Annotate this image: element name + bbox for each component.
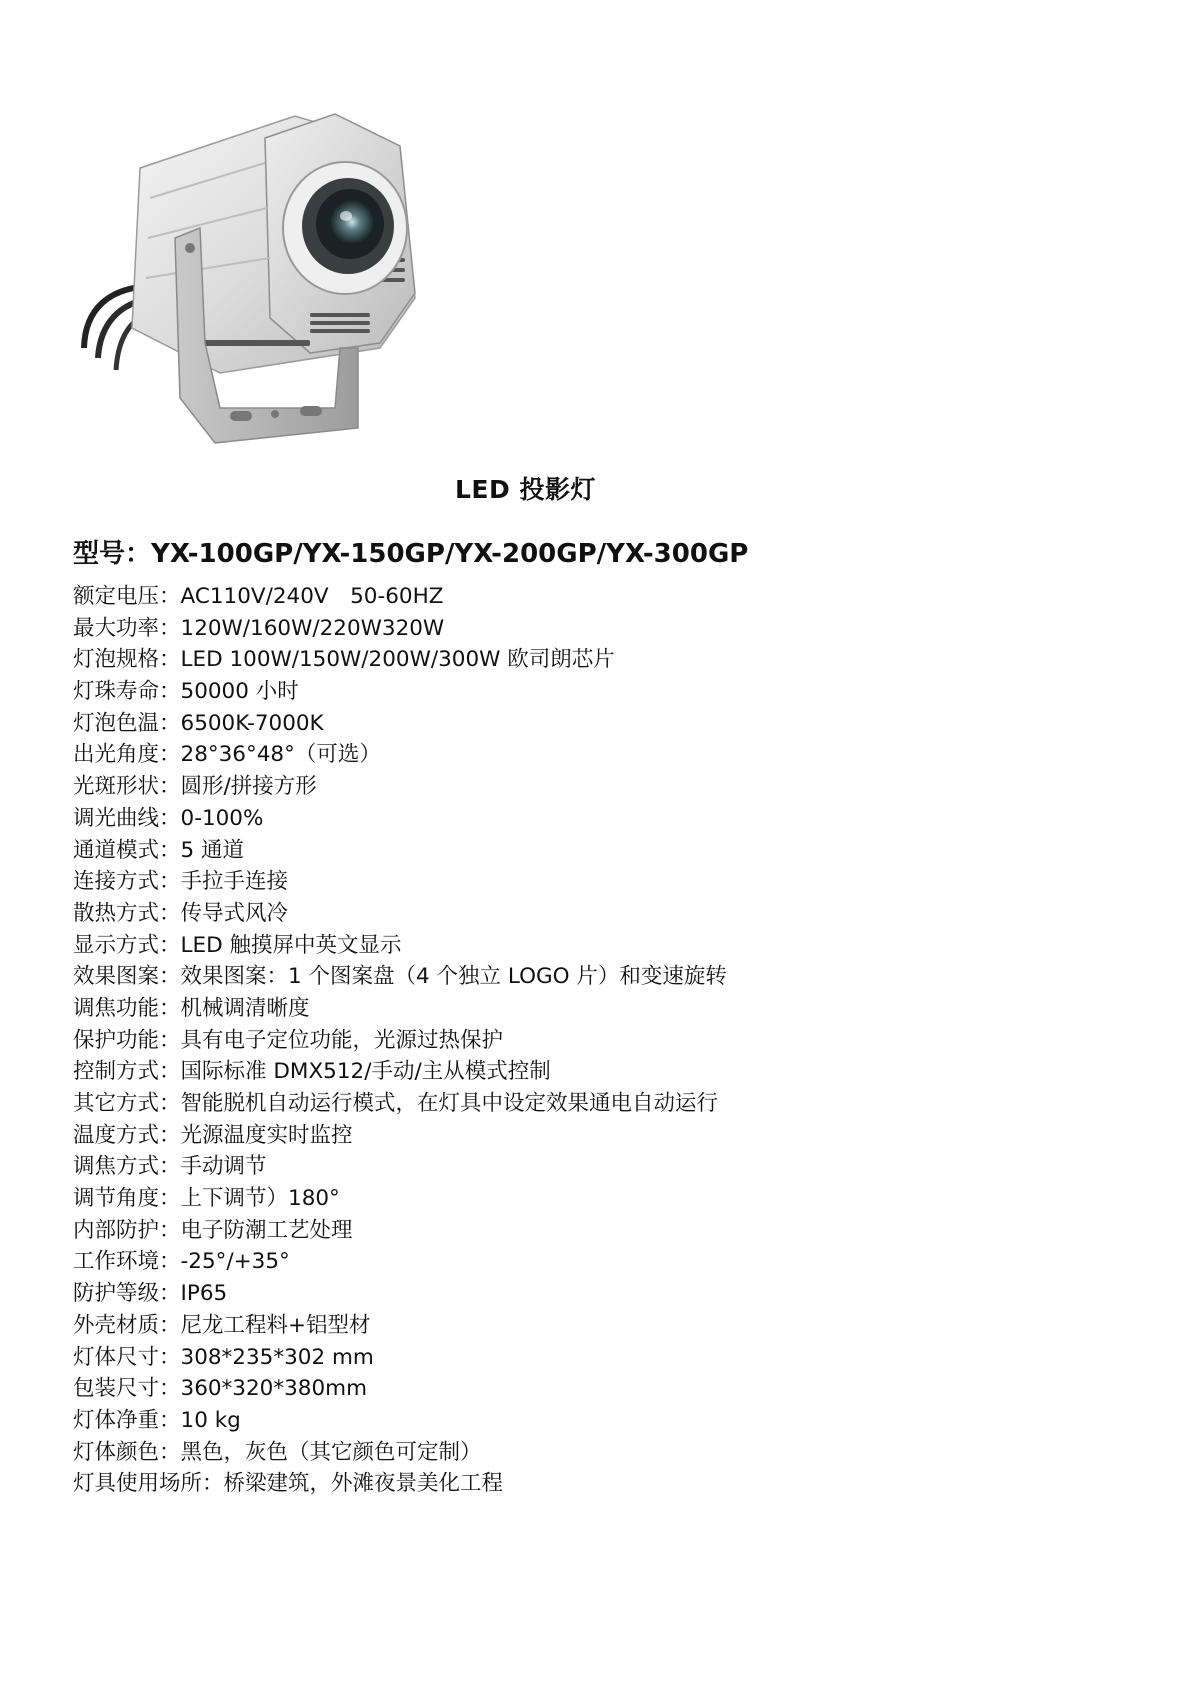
spec-label: 最大功率： [73, 615, 181, 641]
spec-label: 灯体尺寸： [73, 1344, 181, 1370]
spec-value: LED 触摸屏中英文显示 [180, 932, 402, 958]
spec-value: 机械调清晰度 [180, 995, 310, 1021]
spec-value: 传导式风冷 [180, 900, 289, 926]
spec-label: 保护功能： [73, 1027, 181, 1053]
spec-label: 其它方式： [73, 1091, 181, 1116]
spec-value: 手拉手连接 [180, 869, 289, 895]
product-image [80, 108, 450, 493]
spec-label: 光斑形状： [73, 774, 181, 800]
spec-row [73, 1183, 727, 1215]
spec-label: 调节角度： [73, 1186, 181, 1212]
spec-value: LED 100W/150W/200W/300W 欧司朗芯片 [180, 647, 615, 673]
spec-label: 出光角度： [73, 742, 181, 768]
spec-row [73, 1405, 727, 1437]
spec-label: 连接方式： [73, 869, 181, 895]
spec-label: 显示方式： [73, 932, 181, 958]
spec-row [73, 1025, 727, 1057]
spec-row [73, 803, 727, 835]
spec-row [73, 866, 727, 898]
spec-value: AC110V/240V 50-60HZ [180, 584, 444, 609]
spec-value: 国际标准 DMX512/手动/主从模式控制 [180, 1059, 551, 1085]
spec-row [73, 1088, 727, 1120]
spec-label: 防护等级： [73, 1281, 181, 1307]
spec-value: 50000 小时 [180, 679, 299, 705]
spec-value: 圆形/拼接方形 [180, 774, 317, 800]
spec-value: 桥梁建筑，外滩夜景美化工程 [223, 1471, 504, 1497]
spec-row [73, 898, 727, 930]
model-label: 型号： [73, 539, 152, 569]
spec-value: 黑色，灰色（其它颜色可定制） [180, 1439, 482, 1465]
spec-label: 通道模式： [73, 837, 181, 863]
spec-row [73, 1215, 727, 1247]
spec-label: 效果图案： [73, 964, 181, 990]
spec-value: 智能脱机自动运行模式，在灯具中设定效果通电自动运行 [180, 1091, 719, 1116]
spec-value: 360*320*380mm [180, 1376, 368, 1402]
spec-row [73, 835, 727, 867]
spec-row [73, 1310, 727, 1342]
spec-label: 外壳材质： [73, 1312, 181, 1338]
spec-label: 灯泡色温： [73, 710, 181, 736]
spec-value: 尼龙工程料+铝型材 [180, 1312, 371, 1338]
spec-value: 效果图案：1 个图案盘（4 个独立 LOGO 片）和变速旋转 [180, 964, 727, 990]
model-heading [73, 533, 748, 570]
spec-value: -25°/+35° [180, 1249, 290, 1275]
spec-label: 包装尺寸： [73, 1376, 181, 1402]
spec-list [73, 581, 727, 1500]
spec-row [73, 1468, 727, 1500]
spec-label: 灯泡规格： [73, 647, 181, 673]
spec-row [73, 930, 727, 962]
spec-label: 灯体净重： [73, 1407, 181, 1433]
spec-row [73, 1056, 727, 1088]
spec-label: 温度方式： [73, 1122, 181, 1148]
spec-row [73, 961, 727, 993]
spec-row [73, 993, 727, 1025]
product-caption: LED 投影灯 [455, 475, 596, 504]
spec-row [73, 1278, 727, 1310]
model-value: YX-100GP/YX-150GP/YX-200GP/YX-300GP [151, 539, 749, 569]
spec-label: 灯珠寿命： [73, 679, 181, 705]
spec-value: IP65 [180, 1281, 228, 1307]
spec-row [73, 771, 727, 803]
spec-label: 额定电压： [73, 584, 181, 609]
spec-label: 灯具使用场所： [73, 1471, 224, 1497]
spec-value: 10 kg [180, 1407, 241, 1433]
spec-label: 散热方式： [73, 900, 181, 926]
spec-label: 灯体颜色： [73, 1439, 181, 1465]
spec-row [73, 581, 727, 613]
spec-value: 28°36°48°（可选） [180, 742, 381, 768]
spec-value: 120W/160W/220W320W [180, 615, 445, 641]
spec-value: 5 通道 [180, 837, 245, 863]
spec-label: 调焦功能： [73, 995, 181, 1021]
spec-row [73, 1342, 727, 1374]
spec-label: 调焦方式： [73, 1154, 181, 1180]
spec-row [73, 1151, 727, 1183]
spec-value: 6500K-7000K [180, 710, 324, 736]
spec-value: 上下调节）180° [180, 1186, 340, 1212]
spec-row [73, 708, 727, 740]
spec-row [73, 613, 727, 645]
spec-row [73, 1246, 727, 1278]
spec-value: 光源温度实时监控 [180, 1122, 353, 1148]
spec-value: 具有电子定位功能，光源过热保护 [180, 1027, 504, 1053]
spec-label: 工作环境： [73, 1249, 181, 1275]
spec-row [73, 1437, 727, 1469]
spec-value: 0-100% [180, 805, 264, 831]
spec-value: 308*235*302 mm [180, 1344, 374, 1370]
spec-label: 内部防护： [73, 1217, 181, 1243]
spec-label: 调光曲线： [73, 805, 181, 831]
spec-value: 电子防潮工艺处理 [180, 1217, 353, 1243]
spec-label: 控制方式： [73, 1059, 181, 1085]
spec-value: 手动调节 [180, 1154, 267, 1180]
spec-row [73, 676, 727, 708]
spec-row [73, 739, 727, 771]
spec-row [73, 644, 727, 676]
spec-row [73, 1120, 727, 1152]
spec-row [73, 1373, 727, 1405]
